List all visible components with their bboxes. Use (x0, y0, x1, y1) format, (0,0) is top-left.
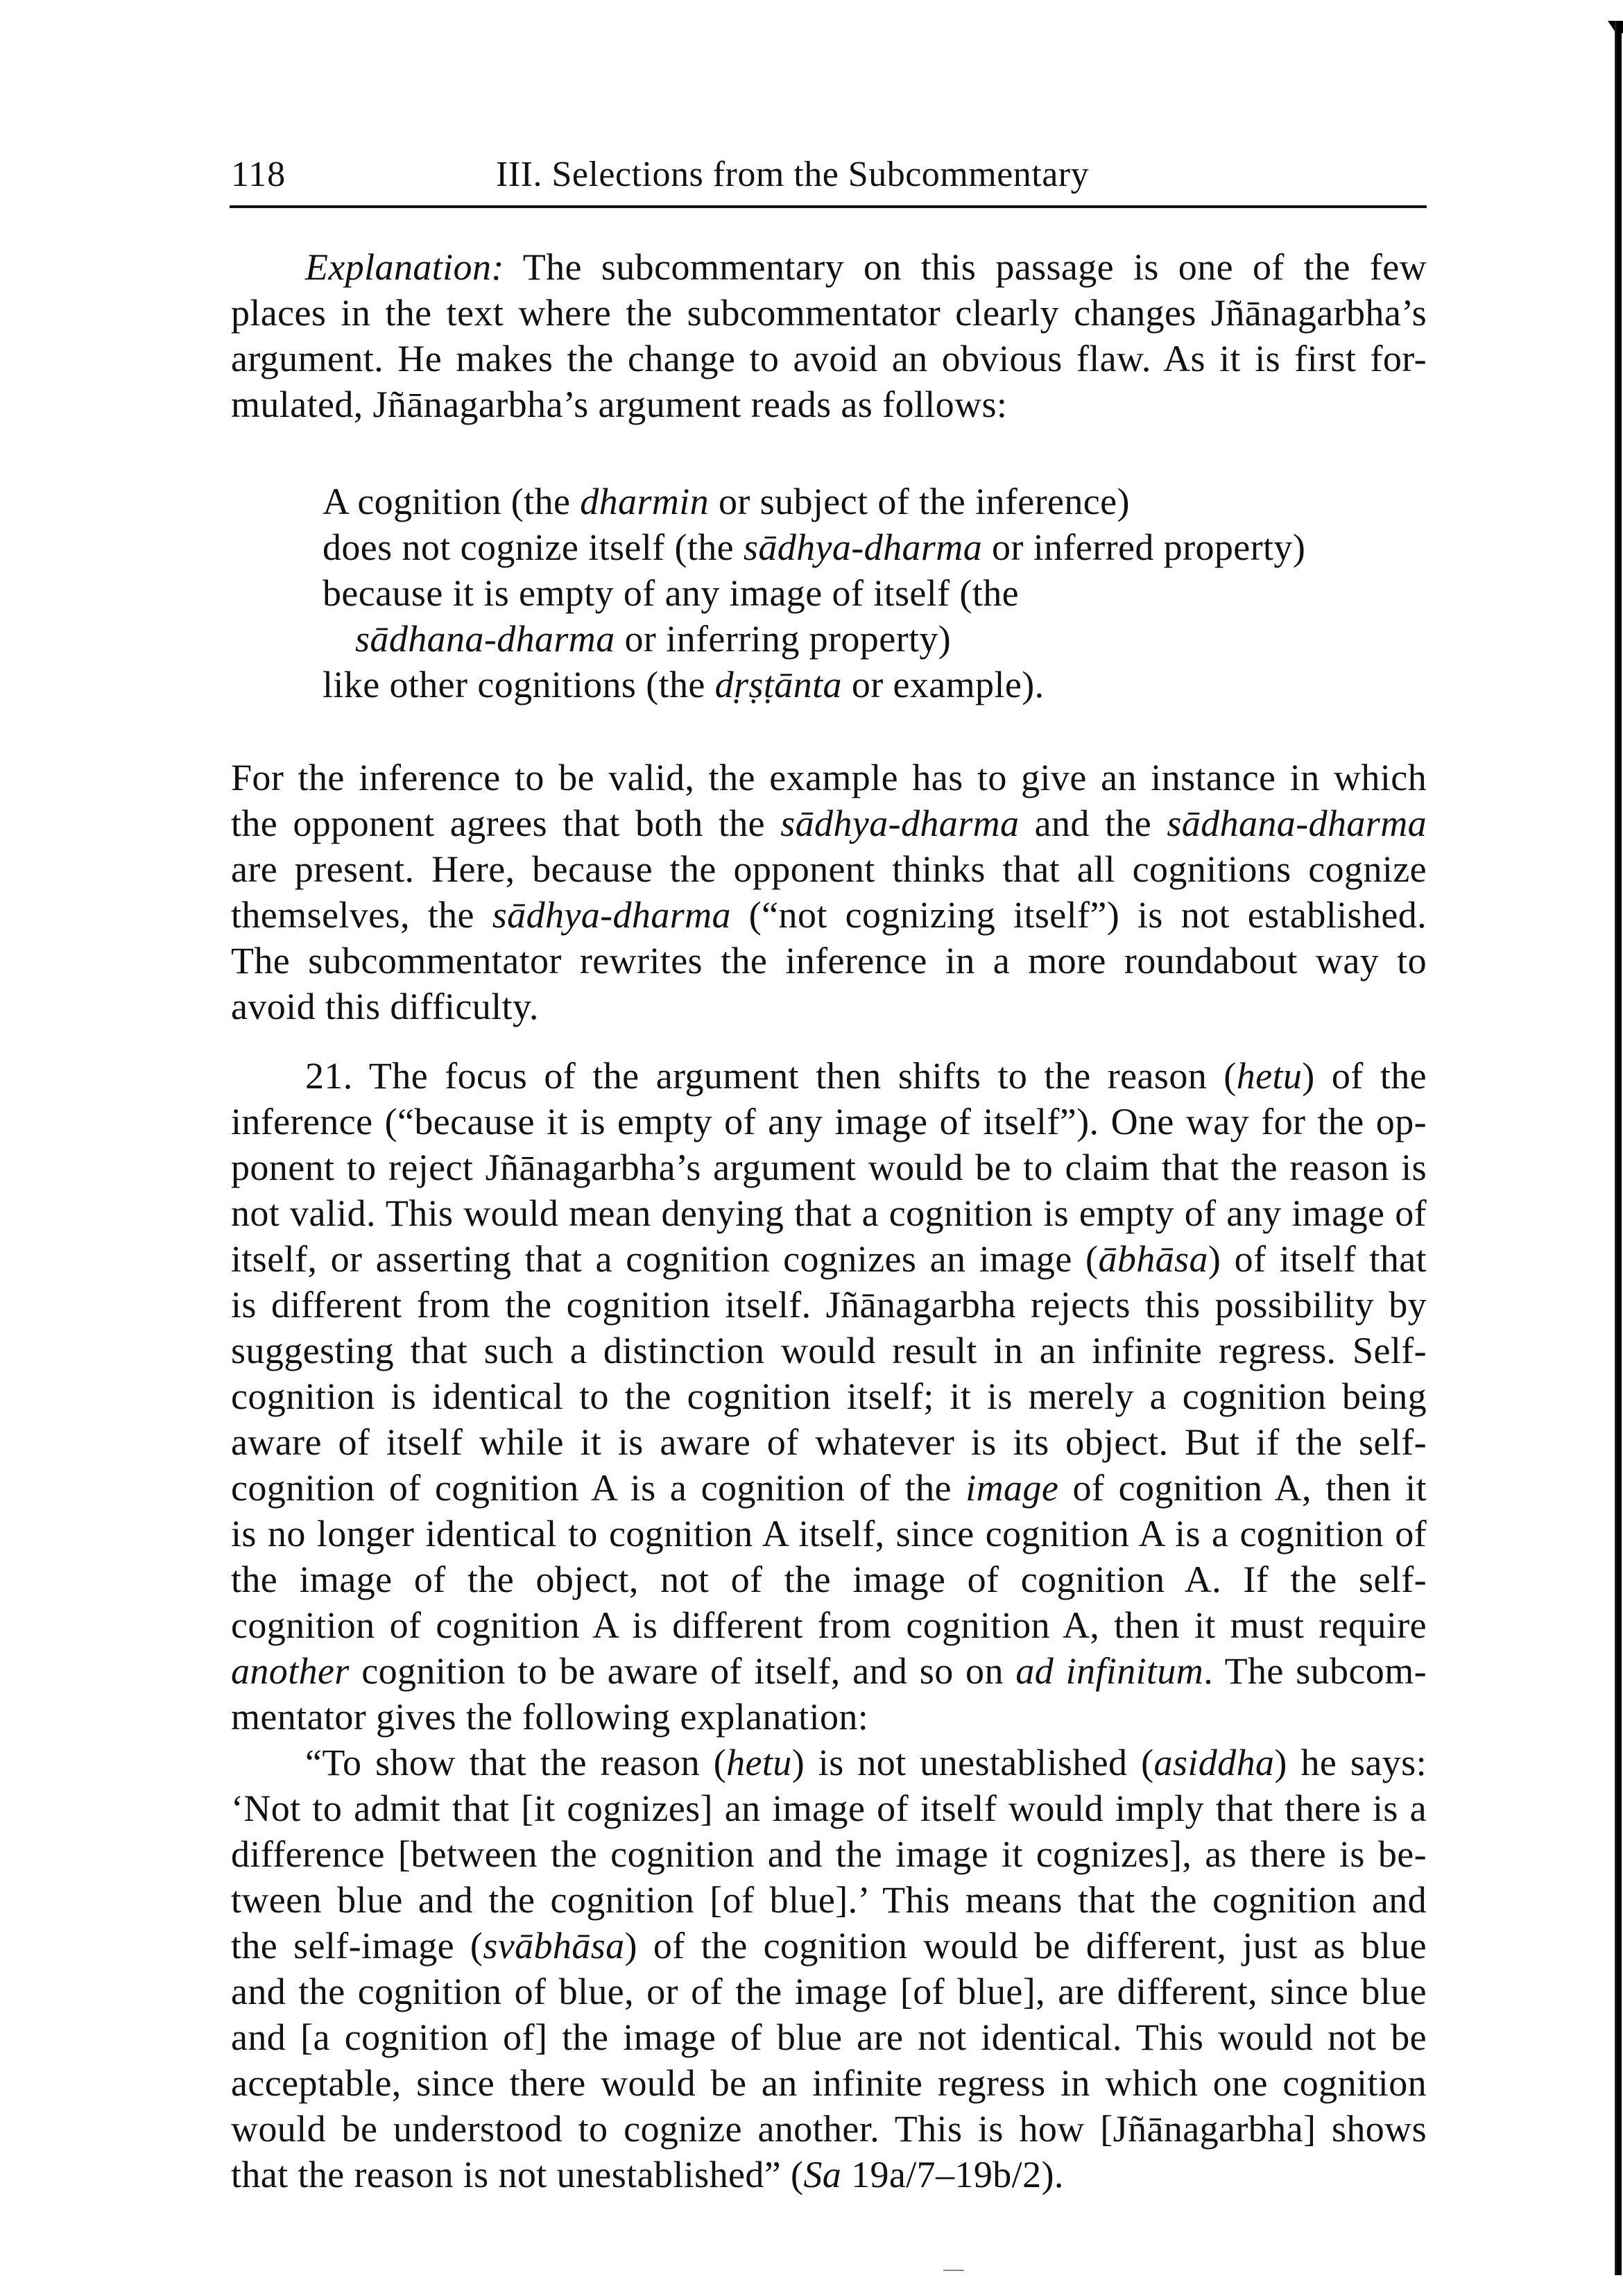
explanation-line-3: argument. He makes the change to avoid an obvious flaw. As it is first for- (231, 338, 1427, 379)
inference-line-2: does not cognize itself (the sādhya-dharma or inferred property) (323, 526, 1306, 568)
term-sadhana-dharma: sādhana-dharma (1167, 803, 1427, 844)
inference-line-1: A cognition (the dharmin or subject of the inference) (323, 481, 1130, 522)
term-svabhasa: svābhāsa (483, 1925, 625, 1967)
scan-page-edge (1615, 21, 1622, 2275)
header-rule (230, 205, 1427, 208)
quotation-line-3: difference [between the cognition and the image it cognizes], as there is be- (231, 1833, 1427, 1875)
term-abhasa: ābhāsa (1098, 1238, 1208, 1280)
quotation-line-1: “To show that the reason (hetu) is not unestablished (asiddha) he says: (305, 1742, 1427, 1783)
section-21-line-12: the image of the object, not of the image of cognition A. If the self- (231, 1559, 1427, 1600)
section-21-line-1: 21. The focus of the argument then shifts to the reason (hetu) of the (305, 1055, 1427, 1097)
inference-line-4: sādhana-dharma or inferring property) (355, 618, 952, 660)
explanation-line-4: mulated, Jñānagarbha’s argument reads as follows: (231, 384, 1008, 425)
explanation-label: Explanation: (305, 246, 504, 288)
term-dharmin: dharmin (580, 481, 710, 522)
validity-line-1: For the inference to be valid, the example has to give an instance in which (231, 757, 1427, 798)
section-21-line-15: mentator gives the following explanation: (231, 1696, 869, 1738)
term-ad-infinitum: ad infinitum (1015, 1650, 1204, 1692)
quotation-line-8: acceptable, since there would be an infinite regress in which one cognition (231, 2062, 1427, 2104)
section-21-line-8: cognition is identical to the cognition itself; it is merely a cognition being (231, 1376, 1427, 1417)
section-21-line-11: is no longer identical to cognition A itself, since cognition A is a cognition of (231, 1513, 1427, 1554)
explanation-line-2: places in the text where the subcommentator clearly changes Jñānagarbha’s (231, 292, 1427, 334)
term-drstanta: dṛṣṭānta (714, 664, 842, 705)
quotation-line-6: and the cognition of blue, or of the image [of blue], are different, since blue (231, 1971, 1427, 2012)
running-title: III. Selections from the Subcommentary (496, 155, 1090, 194)
quotation-line-9: would be understood to cognize another. This is how [Jñānagarbha] shows (231, 2108, 1427, 2150)
section-21-line-6: is different from the cognition itself. Jñānagarbha rejects this possibility by (231, 1284, 1427, 1326)
term-sadhya-dharma: sādhya-dharma (743, 526, 983, 568)
validity-line-2: the opponent agrees that both the sādhya-dharma and the sādhana-dharma (231, 803, 1427, 844)
validity-line-5: The subcommentator rewrites the inference in a more roundabout way to (231, 940, 1427, 982)
page-number: 118 (231, 155, 286, 194)
term-asiddha: asiddha (1153, 1742, 1275, 1783)
section-21-line-5: itself, or asserting that a cognition cognizes an image (ābhāsa) of itself that (231, 1238, 1427, 1280)
term-hetu: hetu (726, 1742, 792, 1783)
section-21-line-4: not valid. This would mean denying that a cognition is empty of any image of (231, 1192, 1427, 1234)
section-21-line-2: inference (“because it is empty of any image of itself”). One way for the op- (231, 1101, 1427, 1142)
scan-speck (943, 2270, 964, 2271)
quotation-line-7: and [a cognition of] the image of blue are not identical. This would not be (231, 2016, 1427, 2058)
explanation-line-1: Explanation: The subcommentary on this passage is one of the few (305, 246, 1427, 288)
section-21-line-14: another cognition to be aware of itself, and so on ad infinitum. The subcom- (231, 1650, 1427, 1692)
term-hetu: hetu (1236, 1055, 1303, 1097)
quotation-line-4: tween blue and the cognition [of blue].’ This means that the cognition and (231, 1879, 1427, 1921)
section-21-line-10: cognition of cognition A is a cognition of the image of cognition A, then it (231, 1467, 1427, 1509)
section-21-line-13: cognition of cognition A is different from cognition A, then it must require (231, 1604, 1427, 1646)
term-another: another (231, 1650, 350, 1692)
inference-line-5: like other cognitions (the dṛṣṭānta or example). (323, 664, 1045, 705)
term-image: image (965, 1467, 1059, 1509)
section-21-line-9: aware of itself while it is aware of whatever is its object. But if the self- (231, 1421, 1427, 1463)
section-21-line-7: suggesting that such a distinction would result in an infinite regress. Self- (231, 1330, 1427, 1371)
validity-line-6: avoid this difficulty. (231, 986, 539, 1027)
validity-line-4: themselves, the sādhya-dharma (“not cognizing itself”) is not established. (231, 894, 1427, 936)
term-sadhya-dharma: sādhya-dharma (492, 894, 731, 936)
term-sadhana-dharma: sādhana-dharma (355, 618, 615, 660)
term-sa-citation: Sa (803, 2154, 842, 2195)
validity-line-3: are present. Here, because the opponent thinks that all cognitions cognize (231, 848, 1427, 890)
quotation-line-10: that the reason is not unestablished” (Sa 19a/7–19b/2). (231, 2154, 1064, 2195)
quotation-line-2: ‘Not to admit that [it cognizes] an image of itself would imply that there is a (231, 1788, 1427, 1829)
quotation-line-5: the self-image (svābhāsa) of the cognition would be different, just as blue (231, 1925, 1427, 1967)
term-sadhya-dharma: sādhya-dharma (780, 803, 1020, 844)
inference-line-3: because it is empty of any image of itself (the (323, 572, 1019, 614)
section-21-line-3: ponent to reject Jñānagarbha’s argument would be to claim that the reason is (231, 1147, 1427, 1188)
